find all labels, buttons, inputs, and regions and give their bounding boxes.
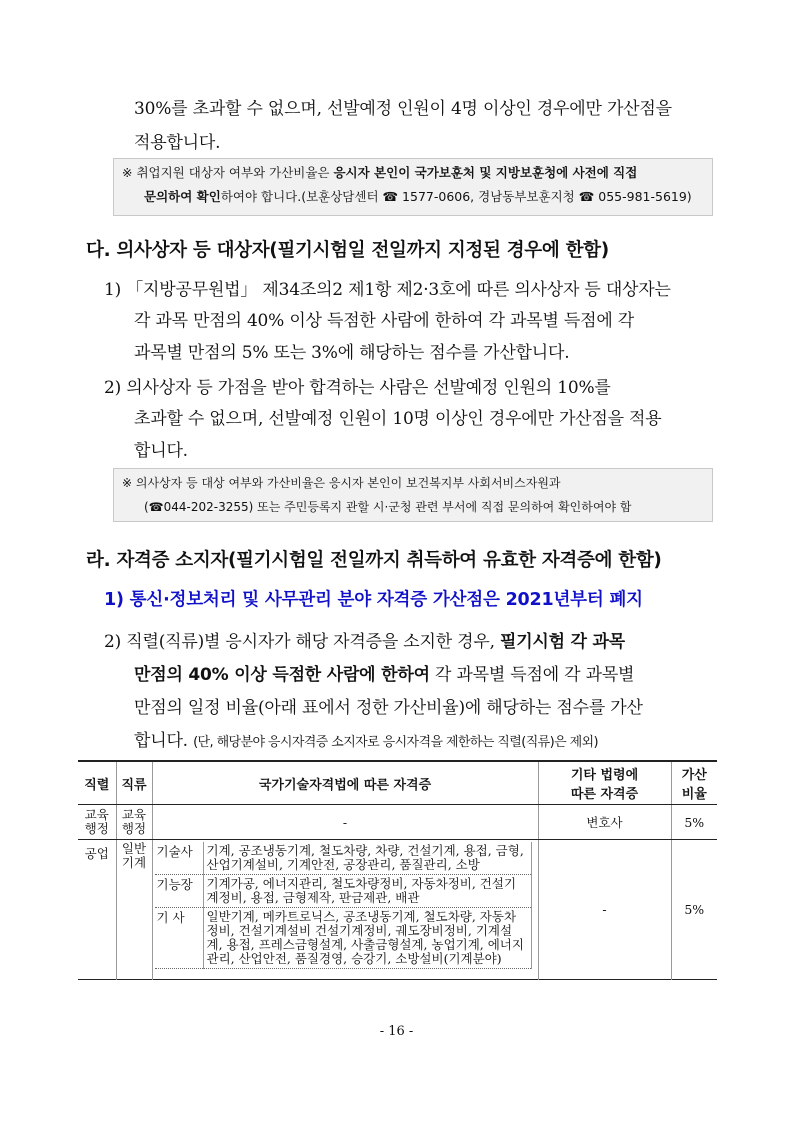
header-other-cert [538, 761, 671, 805]
cell-series: 공업 [84, 846, 109, 861]
grade-items: 기계, 공조냉동기계, 철도차량, 차량, 건설기계, 용접, 금형, 산업기계설비, 기계안전, 공장관리, 품질관리, 소방 [203, 842, 531, 875]
note-righteous [113, 468, 713, 522]
ra-item2-l4a: 합니다. [134, 731, 194, 751]
ra-item2-l1a: 2) 직렬(직류)별 응시자가 해당 자격증을 소지한 경우, [104, 632, 500, 652]
qualification-table [78, 760, 717, 980]
note-veterans-rest: 하여야 합니다.(보훈상담센터 ☎ 1577-0606, 경남동부보훈지청 ☎ 055-981-5619) [220, 189, 692, 204]
note-veterans-bold-1: 응시자 본인이 국가보훈처 및 지방보훈청에 사전에 직접 [333, 165, 638, 180]
da-item2-line-3: 합니다. [134, 441, 188, 461]
intro-line-2: 적용합니다. [134, 133, 221, 153]
grade-label: 기능장 [155, 875, 204, 908]
cell-rate: 5% [671, 840, 717, 980]
ra-item2-l2b: 각 과목별 득점에 각 과목별 [429, 665, 635, 685]
note-veterans-line-1 [122, 161, 704, 185]
ra-item2-l1b: 필기시험 각 과목 [499, 632, 625, 652]
header-other-cert-2: 따른 자격증 [570, 787, 639, 802]
header-rate-2: 비율 [681, 787, 707, 802]
grade-subtable [155, 842, 532, 969]
grade-items: 일반기계, 메카트로닉스, 공조냉동기계, 철도차량, 자동차정비, 건설기계설비 건설기계정비, 궤도장비정비, 기계설계, 용접, 프레스금형설계, 사출금형설계, 농업기계, 에너지관리, 산업안전, 품질경영, 승강기, 소방설비(기계분야) [203, 908, 531, 969]
ra-item2-line-1 [104, 627, 625, 652]
cell-other: 변호사 [538, 805, 671, 840]
grade-row [155, 875, 532, 908]
cell-national: - [152, 805, 538, 840]
cell-national-grades [152, 840, 538, 980]
note-veterans-line-2 [122, 185, 704, 209]
note-righteous-line-2: (☎044-202-3255) 또는 주민등록지 관할 시·군청 관련 부서에 직접 문의하여 확인하여야 함 [144, 500, 632, 514]
header-other-cert-1: 기타 법령에 [570, 768, 639, 783]
header-rate-1: 가산 [681, 768, 707, 783]
cell-rate: 5% [671, 805, 717, 840]
note-veterans-prefix: ※ 취업지원 대상자 여부와 가산비율은 [122, 165, 334, 180]
grade-label: 기 사 [155, 908, 204, 969]
section-ra-heading: 라. 자격증 소지자(필기시험일 전일까지 취득하여 유효한 자격증에 한함) [86, 550, 662, 571]
ra-item2-line-3: 만점의 일정 비율(아래 표에서 정한 가산비율)에 해당하는 점수를 가산 [134, 698, 643, 718]
grade-items: 기계가공, 에너지관리, 철도차량정비, 자동차정비, 건설기계정비, 용접, 금형제작, 판금제관, 배관 [203, 875, 531, 908]
grade-row [155, 908, 532, 969]
ra-item2-line-4 [134, 726, 598, 751]
grade-label: 기술사 [155, 842, 204, 875]
header-national-cert: 국가기술자격법에 따른 자격증 [152, 761, 538, 805]
cell-kind: 일반 기계 [116, 840, 152, 980]
da-item1-line-3: 과목별 만점의 5% 또는 3%에 해당하는 점수를 가산합니다. [134, 343, 570, 363]
intro-line-1: 30%를 초과할 수 없으며, 선발예정 인원이 4명 이상인 경우에만 가산점을 [134, 99, 672, 119]
da-item1-line-2: 각 과목 만점의 40% 이상 득점한 사람에 한하여 각 과목별 득점에 각 [134, 311, 634, 331]
ra-item2-line-2 [134, 660, 634, 685]
header-rate [671, 761, 717, 805]
cell-kind: 교육 행정 [116, 805, 152, 840]
cell-series: 교육 행정 [78, 805, 116, 840]
da-item1-line-1: 1) 「지방공무원법」 제34조의2 제1항 제2·3호에 따른 의사상자 등 대상자는 [104, 280, 671, 300]
header-kind: 직류 [116, 761, 152, 805]
note-veterans [113, 158, 713, 216]
table-header-row [78, 761, 717, 805]
ra-item2-l4b: (단, 해당분야 응시자격증 소지자로 응시자격을 제한하는 직렬(직류)은 제외) [193, 735, 598, 750]
page-number: - 16 - [379, 1024, 414, 1039]
note-righteous-line-1: ※ 의사상자 등 대상 여부와 가산비율은 응시자 본인이 보건복지부 사회서비스자원과 [122, 476, 561, 490]
grade-row [155, 842, 532, 875]
note-veterans-bold-2: 문의하여 확인 [144, 189, 221, 204]
section-da-heading: 다. 의사상자 등 대상자(필기시험일 전일까지 지정된 경우에 한함) [86, 240, 609, 261]
da-item2-line-2: 초과할 수 없으며, 선발예정 인원이 10명 이상인 경우에만 가산점을 적용 [134, 409, 662, 429]
ra-item1-abolished: 1) 통신·정보처리 및 사무관리 분야 자격증 가산점은 2021년부터 폐지 [104, 590, 643, 610]
table-row [78, 840, 717, 980]
header-series: 직렬 [78, 761, 116, 805]
ra-item2-l2a: 만점의 40% 이상 득점한 사람에 한하여 [134, 665, 430, 685]
table-row [78, 805, 717, 840]
da-item2-line-1: 2) 의사상자 등 가점을 받아 합격하는 사람은 선발예정 인원의 10%를 [104, 378, 611, 398]
cell-other: - [538, 840, 671, 980]
